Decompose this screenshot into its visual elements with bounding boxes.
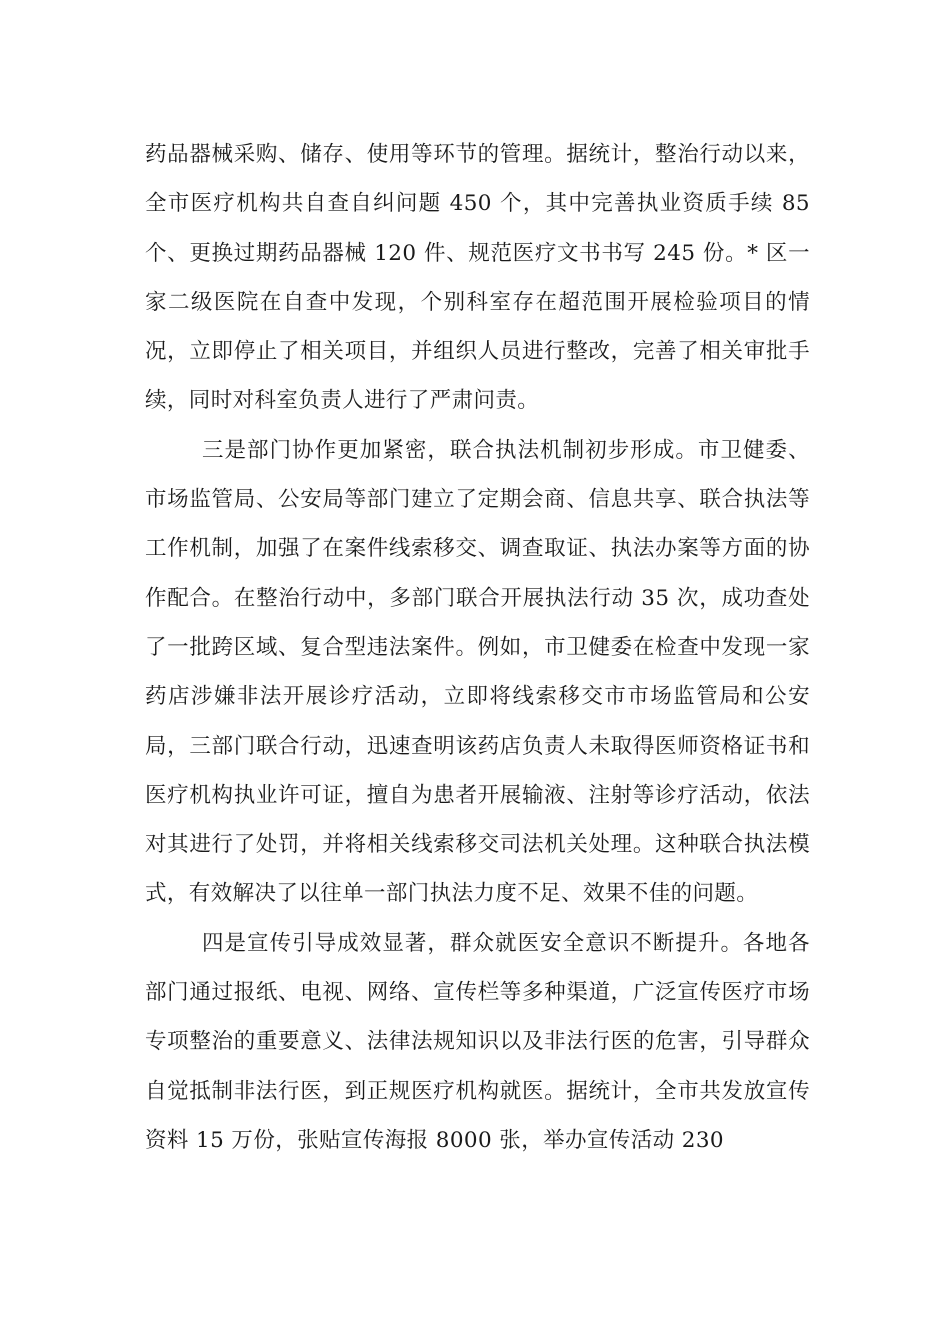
- paragraph-self-inspection-results: 药品器械采购、储存、使用等环节的管理。据统计，整治行动以来，全市医疗机构共自查自纠问题 450 个，其中完善执业资质手续 85 个、更换过期药品器械 120 件、规范医疗文书书写 245 份。* 区一家二级医院在自查中发现，个别科室存在超范围开展检验项目的情况，立即停止了相关项目，并组织人员进行整改，完善了相关审批手续，同时对科室负责人进行了严肃问责。: [145, 142, 810, 414]
- paragraph-department-cooperation: 三是部门协作更加紧密，联合执法机制初步形成。市卫健委、市场监管局、公安局等部门建立了定期会商、信息共享、联合执法等工作机制，加强了在案件线索移交、调查取证、执法办案等方面的协作配合。在整治行动中，多部门联合开展执法行动 35 次，成功查处了一批跨区域、复合型违法案件。例如，市卫健委在检查中发现一家药店涉嫌非法开展诊疗活动，立即将线索移交市市场监管局和公安局，三部门联合行动，迅速查明该药店负责人未取得医师资格证书和医疗机构执业许可证，擅自为患者开展输液、注射等诊疗活动，依法对其进行了处罚，并将相关线索移交司法机关处理。这种联合执法模式，有效解决了以往单一部门执法力度不足、效果不佳的问题。: [145, 437, 810, 907]
- document-body: [145, 130, 810, 1165]
- paragraph-publicity-guidance: 四是宣传引导成效显著，群众就医安全意识不断提升。各地各部门通过报纸、电视、网络、宣传栏等多种渠道，广泛宣传医疗市场专项整治的重要意义、法律法规知识以及非法行医的危害，引导群众自觉抵制非法行医，到正规医疗机构就医。据统计，全市共发放宣传资料 15 万份，张贴宣传海报 8000 张，举办宣传活动 230: [145, 930, 810, 1153]
